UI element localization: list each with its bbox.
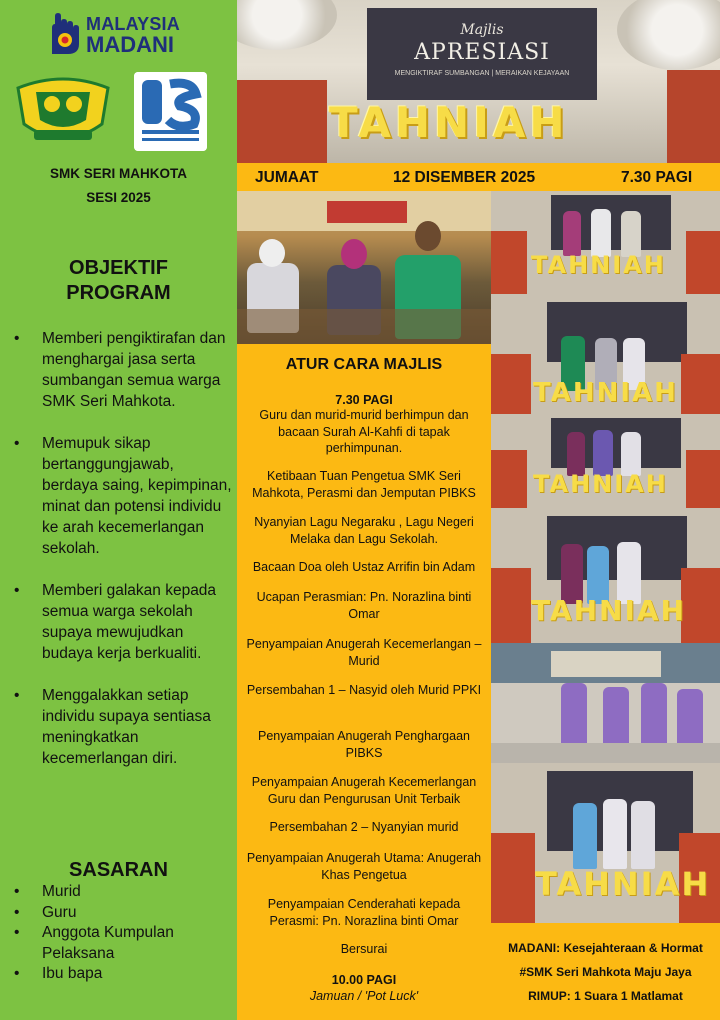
tahniah-sign: TAHNIAH xyxy=(531,594,686,627)
person-figure xyxy=(573,803,597,869)
stage-railing xyxy=(491,354,531,414)
stage-railing xyxy=(681,568,720,643)
stage-railing xyxy=(491,568,531,643)
stage-title-small: Majlis xyxy=(460,22,504,38)
footer-line2: #SMK Seri Mahkota Maju Jaya xyxy=(519,965,692,979)
person-figure xyxy=(603,799,627,869)
target-item: • Anggota Kumpulan Pelaksana xyxy=(14,923,232,964)
stage-railing xyxy=(681,354,720,414)
target-item: • Murid xyxy=(14,882,232,903)
award-photo-1 xyxy=(491,191,720,294)
programme-item: Ucapan Perasmian: Pn. Norazlina binti Omar xyxy=(256,590,472,621)
targets-list xyxy=(14,882,232,985)
banner-photo xyxy=(237,0,720,163)
programme-item: Nyanyian Lagu Negaraku , Lagu Negeri Melaka dan Lagu Sekolah. xyxy=(254,515,474,546)
wall-sign xyxy=(327,201,407,223)
programme-title: ATUR CARA MAJLIS xyxy=(285,356,443,373)
stage-floor xyxy=(491,743,720,763)
stage-railing xyxy=(491,833,535,923)
programme-item: Ketibaan Tuan Pengetua SMK Seri Mahkota, Perasmi dan Jemputan PIBKS xyxy=(252,469,476,500)
stage-railing xyxy=(491,450,527,508)
programme-item: Persembahan 1 – Nasyid oleh Murid PPKI xyxy=(246,683,482,697)
programme-item: Penyampaian Anugerah Penghargaan PIBKS xyxy=(258,729,470,760)
target-item: • Ibu bapa xyxy=(14,964,232,985)
guests-photo xyxy=(237,191,491,344)
award-photo-3 xyxy=(491,414,720,508)
stage-subtitle: MENGIKTIRAF SUMBANGAN | MERAIKAN KEJAYAAN xyxy=(394,70,570,77)
guest-head xyxy=(415,221,441,251)
left-panel xyxy=(0,0,237,1020)
school-name: SMK SERI MAHKOTA xyxy=(50,166,187,181)
school-session: SESI 2025 xyxy=(86,190,151,205)
stage-title: APRESIASI xyxy=(414,40,550,65)
stage-backdrop xyxy=(367,8,597,100)
person-figure xyxy=(563,211,581,256)
flower-decoration xyxy=(617,0,720,70)
tahniah-sign: TAHNIAH xyxy=(531,251,666,279)
school-crest-icon xyxy=(12,68,114,150)
tahniah-sign: TAHNIAH xyxy=(535,865,711,903)
stage-railing xyxy=(237,80,327,163)
event-date: 12 DISEMBER 2025 xyxy=(393,169,536,186)
award-photo-5 xyxy=(491,763,720,923)
wall-sign xyxy=(551,651,661,677)
25-anniversary-logo-icon xyxy=(134,72,207,151)
footer-panel xyxy=(491,923,720,1020)
award-photo-2 xyxy=(491,294,720,414)
malaysia-madani-logo xyxy=(46,8,191,58)
stage-railing xyxy=(686,450,720,508)
programme-item: Persembahan 2 – Nyanyian murid xyxy=(269,820,459,834)
programme-end-note: Jamuan / 'Pot Luck' xyxy=(309,989,419,1003)
stage-railing xyxy=(491,231,527,294)
programme-start-time: 7.30 PAGI xyxy=(335,393,393,407)
objective-item: • Memberi galakan kepada semua warga sekolah supaya mewujudkan budaya kerja berkualiti. xyxy=(14,580,232,664)
footer-line3: RIMUP: 1 Suara 1 Matlamat xyxy=(528,989,683,1003)
award-photo-4 xyxy=(491,508,720,643)
programme-item: Bacaan Doa oleh Ustaz Arrifin bin Adam xyxy=(252,560,476,574)
flower-decoration xyxy=(237,0,337,50)
stage-railing xyxy=(686,231,720,294)
objective-item: • Menggalakkan setiap individu supaya sentiasa meningkatkan kecemerlangan diri. xyxy=(14,685,232,769)
stage-railing xyxy=(667,70,720,163)
footer-line1: MADANI: Kesejahteraan & Hormat xyxy=(508,941,703,955)
tahniah-sign: TAHNIAH xyxy=(533,378,678,408)
objectives-title-line1: OBJEKTIF xyxy=(69,257,168,279)
programme-item: Penyampaian Cenderahati kepada Perasmi: Pn. Norazlina binti Omar xyxy=(267,897,461,928)
guest-head xyxy=(259,239,285,267)
objective-item: • Memberi pengiktirafan dan menghargai jasa serta sumbangan semua warga SMK Seri Mahkota. xyxy=(14,328,232,412)
event-date-bar xyxy=(237,163,720,191)
brand-line2: MADANI xyxy=(86,32,174,57)
madani-hand-icon xyxy=(46,10,80,56)
guest-head xyxy=(341,239,367,269)
programme-item: Penyampaian Anugerah Kecemerlangan Guru dan Pengurusan Unit Terbaik xyxy=(251,775,477,806)
objectives-list xyxy=(14,328,232,790)
target-item: • Guru xyxy=(14,903,232,924)
event-time: 7.30 PAGI xyxy=(621,169,693,186)
tahniah-sign: TAHNIAH xyxy=(533,470,668,498)
person-figure xyxy=(631,801,655,869)
performance-photo xyxy=(491,643,720,763)
programme-item: Bersurai xyxy=(340,942,388,956)
objective-item: • Memupuk sikap bertanggungjawab, berdaya saing, kepimpinan, minat dan potensi individu ke arah kecemerlangan sekolah. xyxy=(14,433,232,559)
programme-panel xyxy=(237,344,491,1020)
person-figure xyxy=(591,209,611,257)
programme-end-time: 10.00 PAGI xyxy=(331,973,397,987)
targets-title: SASARAN xyxy=(69,859,168,881)
tahniah-sign: TAHNIAH xyxy=(329,98,569,147)
programme-item: Penyampaian Anugerah Utama: Anugerah Khas Pengetua xyxy=(246,851,482,882)
programme-item: Guru dan murid-murid berhimpun dan bacaan Surah Al-Kahfi di tapak perhimpunan. xyxy=(259,408,469,455)
event-day: JUMAAT xyxy=(255,169,319,186)
brand-line1: MALAYSIA xyxy=(86,14,180,34)
programme-item: Penyampaian Anugerah Kecemerlangan – Murid xyxy=(246,637,482,668)
table xyxy=(237,309,491,344)
objectives-title-line2: PROGRAM xyxy=(66,282,171,304)
